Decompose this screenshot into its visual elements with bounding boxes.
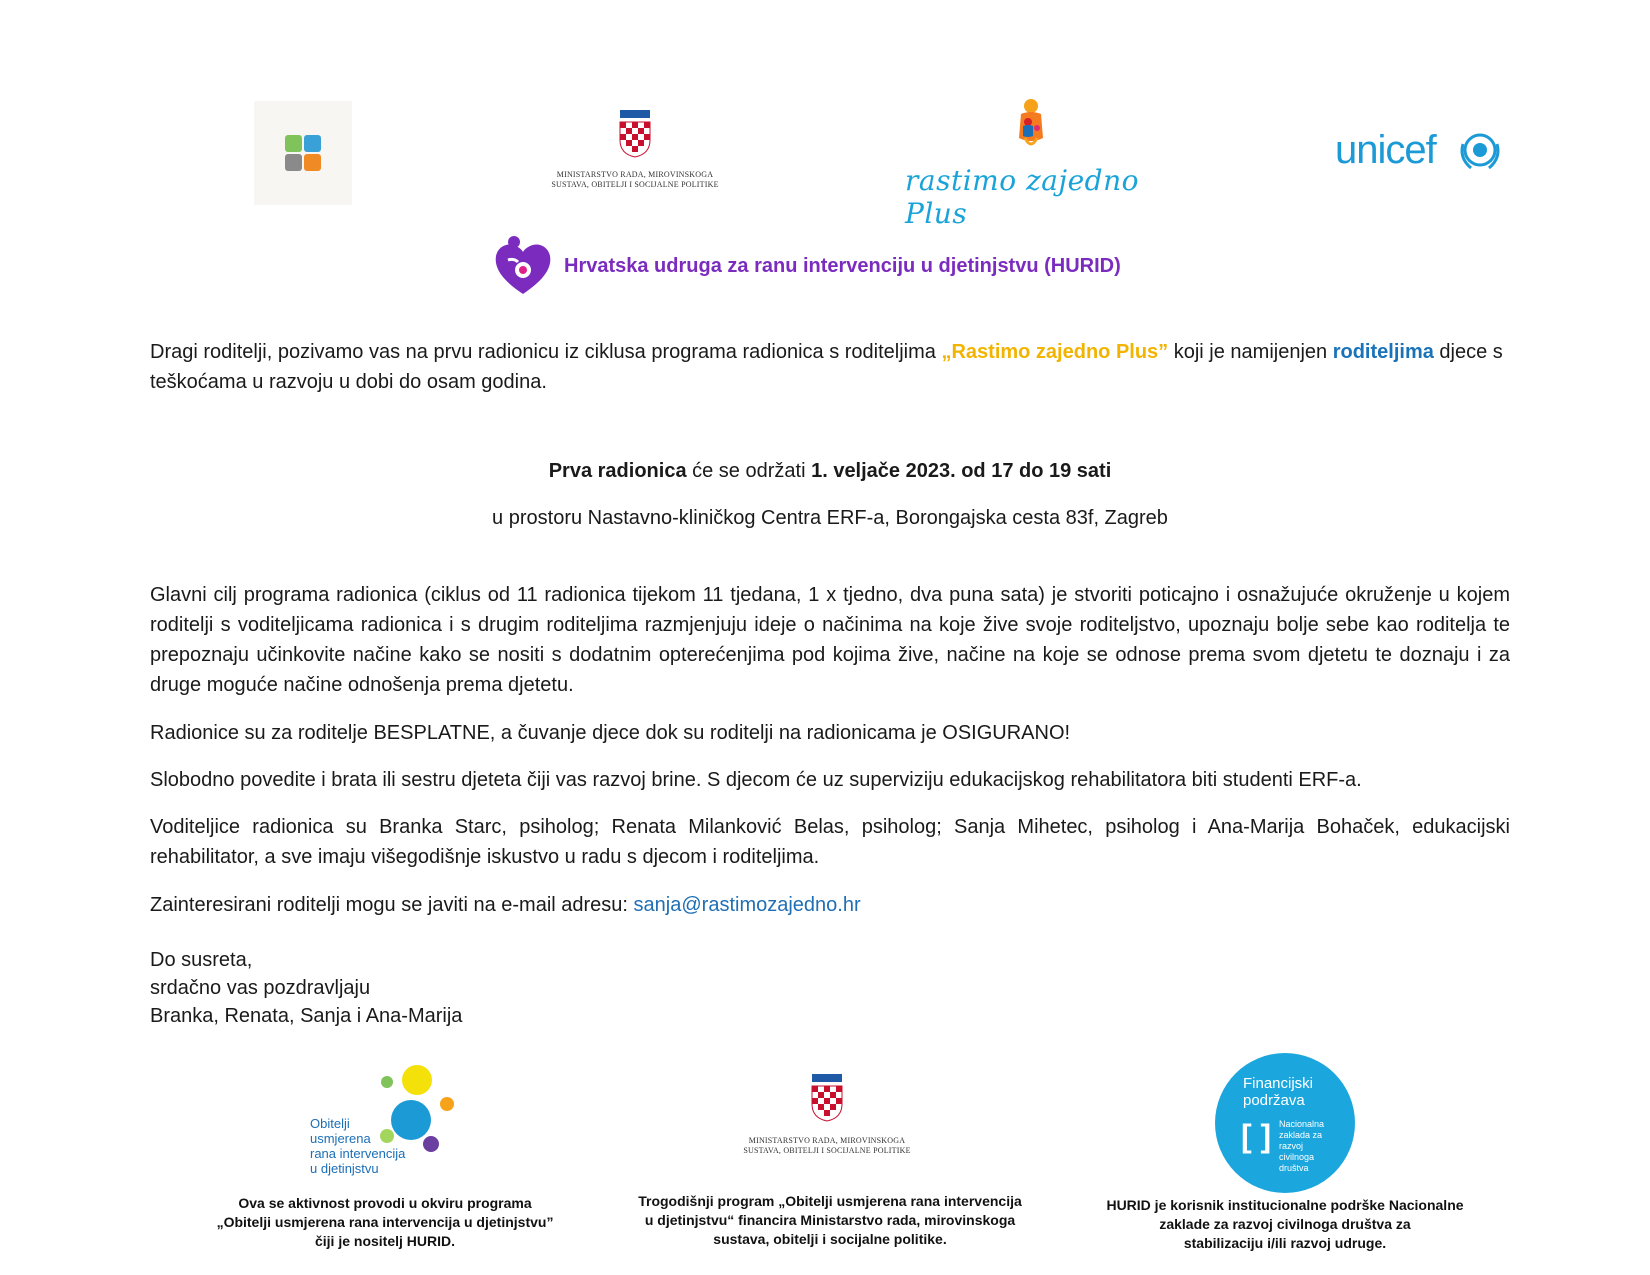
footer-col3-line2: zaklade za razvoj civilnoga društva za bbox=[1159, 1216, 1411, 1232]
event-location: u prostoru Nastavno-kliničkog Centra ERF-a, Borongajska cesta 83f, Zagreb bbox=[492, 507, 1168, 529]
nzrcd-sub4: civilnoga bbox=[1279, 1152, 1315, 1162]
obitelji-line3: rana intervencija bbox=[310, 1146, 406, 1161]
obitelji-line1: Obitelji bbox=[310, 1116, 350, 1131]
nzrcd-title1: Financijski bbox=[1243, 1075, 1314, 1092]
obitelji-logo bbox=[305, 1060, 465, 1180]
footer-col3-line1: HURID je korisnik institucionalne podrške Nacionalne bbox=[1106, 1197, 1464, 1213]
rastimo-wordmark: rastimo zajedno Plus bbox=[905, 164, 1139, 230]
intro-part3: djece s teškoćama u razvoju u dobi do osam godina. bbox=[150, 341, 1503, 393]
intro-part2: koji je namijenjen bbox=[1168, 341, 1333, 363]
footer-col2-line2: u djetinjstvu“ financira Ministarstvo rada, mirovinskoga bbox=[644, 1212, 1016, 1228]
obitelji-line2: usmjerena bbox=[310, 1131, 371, 1146]
butterfly-logo bbox=[254, 101, 352, 205]
unicef-globe-icon bbox=[1457, 130, 1503, 174]
rastimo-zajedno-logo bbox=[905, 98, 1165, 230]
leaders-paragraph: Voditeljice radionica su Branka Starc, psiholog; Renata Milanković Belas, psiholog; Sanja Mihetec, psiholog i Ana-Marija Bohaček, edukacijski rehabilitator, a sve imaju višegodišnje iskustvo u radu s djecom i roditeljima. bbox=[150, 816, 1510, 868]
croatian-coat-of-arms-icon bbox=[810, 1074, 844, 1122]
ministry-footer-caption-line2: SUSTAVA, OBITELJI I SOCIJALNE POLITIKE bbox=[743, 1146, 911, 1155]
event-datetime: 1. veljače 2023. od 17 do 19 sati bbox=[811, 460, 1112, 482]
closing-line1: Do susreta, bbox=[150, 949, 253, 971]
program-name: „Rastimo zajedno Plus” bbox=[941, 341, 1169, 363]
closing-line2: srdačno vas pozdravljaju bbox=[150, 977, 371, 999]
bracket-icon: [ ] bbox=[1241, 1118, 1272, 1154]
nzrcd-sub1: Nacionalna bbox=[1279, 1119, 1325, 1129]
unicef-logo bbox=[1335, 128, 1505, 178]
contact-paragraph bbox=[150, 890, 1510, 920]
contact-email-link[interactable]: sanja@rastimozajedno.hr bbox=[633, 894, 861, 916]
footer-col3-text bbox=[1075, 1196, 1495, 1253]
event-mid: će se održati bbox=[686, 460, 812, 482]
nzrcd-logo bbox=[1215, 1053, 1355, 1193]
nzrcd-sub3: razvoj bbox=[1279, 1141, 1304, 1151]
footer-col2-line3: sustava, obitelji i socijalne politike. bbox=[713, 1231, 947, 1247]
contact-text: Zainteresirani roditelji mogu se javiti na e-mail adresu: bbox=[150, 894, 634, 916]
ministry-logo bbox=[540, 108, 730, 198]
goal-paragraph: Glavni cilj programa radionica (ciklus od 11 radionica tijekom 11 tjedana, 1 x tjedno, dva puna sata) je stvoriti poticajno i osnažujuće okruženje u kojem roditelji s voditeljicama radionica i s drugim roditeljima razmjenjuju ideje o načinima na koje žive svoje roditeljstvo, upoznaju bolje sebe kao roditelja te prepoznaju učinkovite načine kako se nositi s dodatnim opterećenjima pod kojima žive, načine na koje se odnose prema svom djetetu te doznaju i za druge moguće načine odnošenja prema djetetu. bbox=[150, 584, 1510, 696]
croatian-coat-of-arms-icon bbox=[618, 110, 652, 158]
nzrcd-title2: podržava bbox=[1243, 1092, 1305, 1109]
footer-col1-line3: čiji je nositelj HURID. bbox=[314, 1233, 456, 1249]
ministry-caption-line1: MINISTARSTVO RADA, MIROVINSKOGA bbox=[556, 170, 714, 179]
hurid-heart-icon bbox=[492, 232, 554, 298]
event-label: Prva radionica bbox=[548, 460, 687, 482]
closing-line3: Branka, Renata, Sanja i Ana-Marija bbox=[150, 1005, 463, 1027]
ministry-footer-caption-line1: MINISTARSTVO RADA, MIROVINSKOGA bbox=[748, 1136, 906, 1145]
nzrcd-sub5: društva bbox=[1279, 1163, 1309, 1173]
footer-col2-text bbox=[600, 1192, 1060, 1249]
footer-col1-line2: „Obitelji usmjerena rana intervencija u djetinjstvu” bbox=[216, 1214, 554, 1230]
footer-col1-text bbox=[175, 1194, 595, 1251]
footer-col2-line1: Trogodišnji program „Obitelji usmjerena rana intervencija bbox=[638, 1193, 1022, 1209]
hurid-title: Hrvatska udruga za ranu intervenciju u djetinjstvu (HURID) bbox=[564, 255, 1121, 277]
nzrcd-sub2: zaklada za bbox=[1279, 1130, 1323, 1140]
ministry-caption-line2: SUSTAVA, OBITELJI I SOCIJALNE POLITIKE bbox=[551, 180, 719, 189]
siblings-paragraph: Slobodno povedite i brata ili sestru djeteta čiji vas razvoj brine. S djecom će uz superviziju edukacijskog rehabilitatora biti studenti ERF-a. bbox=[150, 769, 1362, 791]
audience-highlight: roditeljima bbox=[1332, 341, 1434, 363]
family-figure-icon bbox=[1011, 98, 1051, 156]
free-paragraph: Radionice su za roditelje BESPLATNE, a čuvanje djece dok su roditelji na radionicama je OSIGURANO! bbox=[150, 722, 1071, 744]
closing bbox=[150, 946, 750, 1030]
ministry-logo-footer bbox=[732, 1074, 922, 1164]
intro-paragraph bbox=[150, 337, 1510, 397]
intro-part1: Dragi roditelji, pozivamo vas na prvu radionicu iz ciklusa programa radionica s roditeljima bbox=[150, 341, 942, 363]
footer-col3-line3: stabilizaciju i/ili razvoj udruge. bbox=[1183, 1235, 1387, 1251]
obitelji-line4: u djetinjstvu bbox=[310, 1161, 379, 1176]
unicef-wordmark: unicef bbox=[1335, 128, 1436, 172]
event-line bbox=[150, 456, 1510, 486]
footer-col1-line1: Ova se aktivnost provodi u okviru programa bbox=[238, 1195, 532, 1211]
